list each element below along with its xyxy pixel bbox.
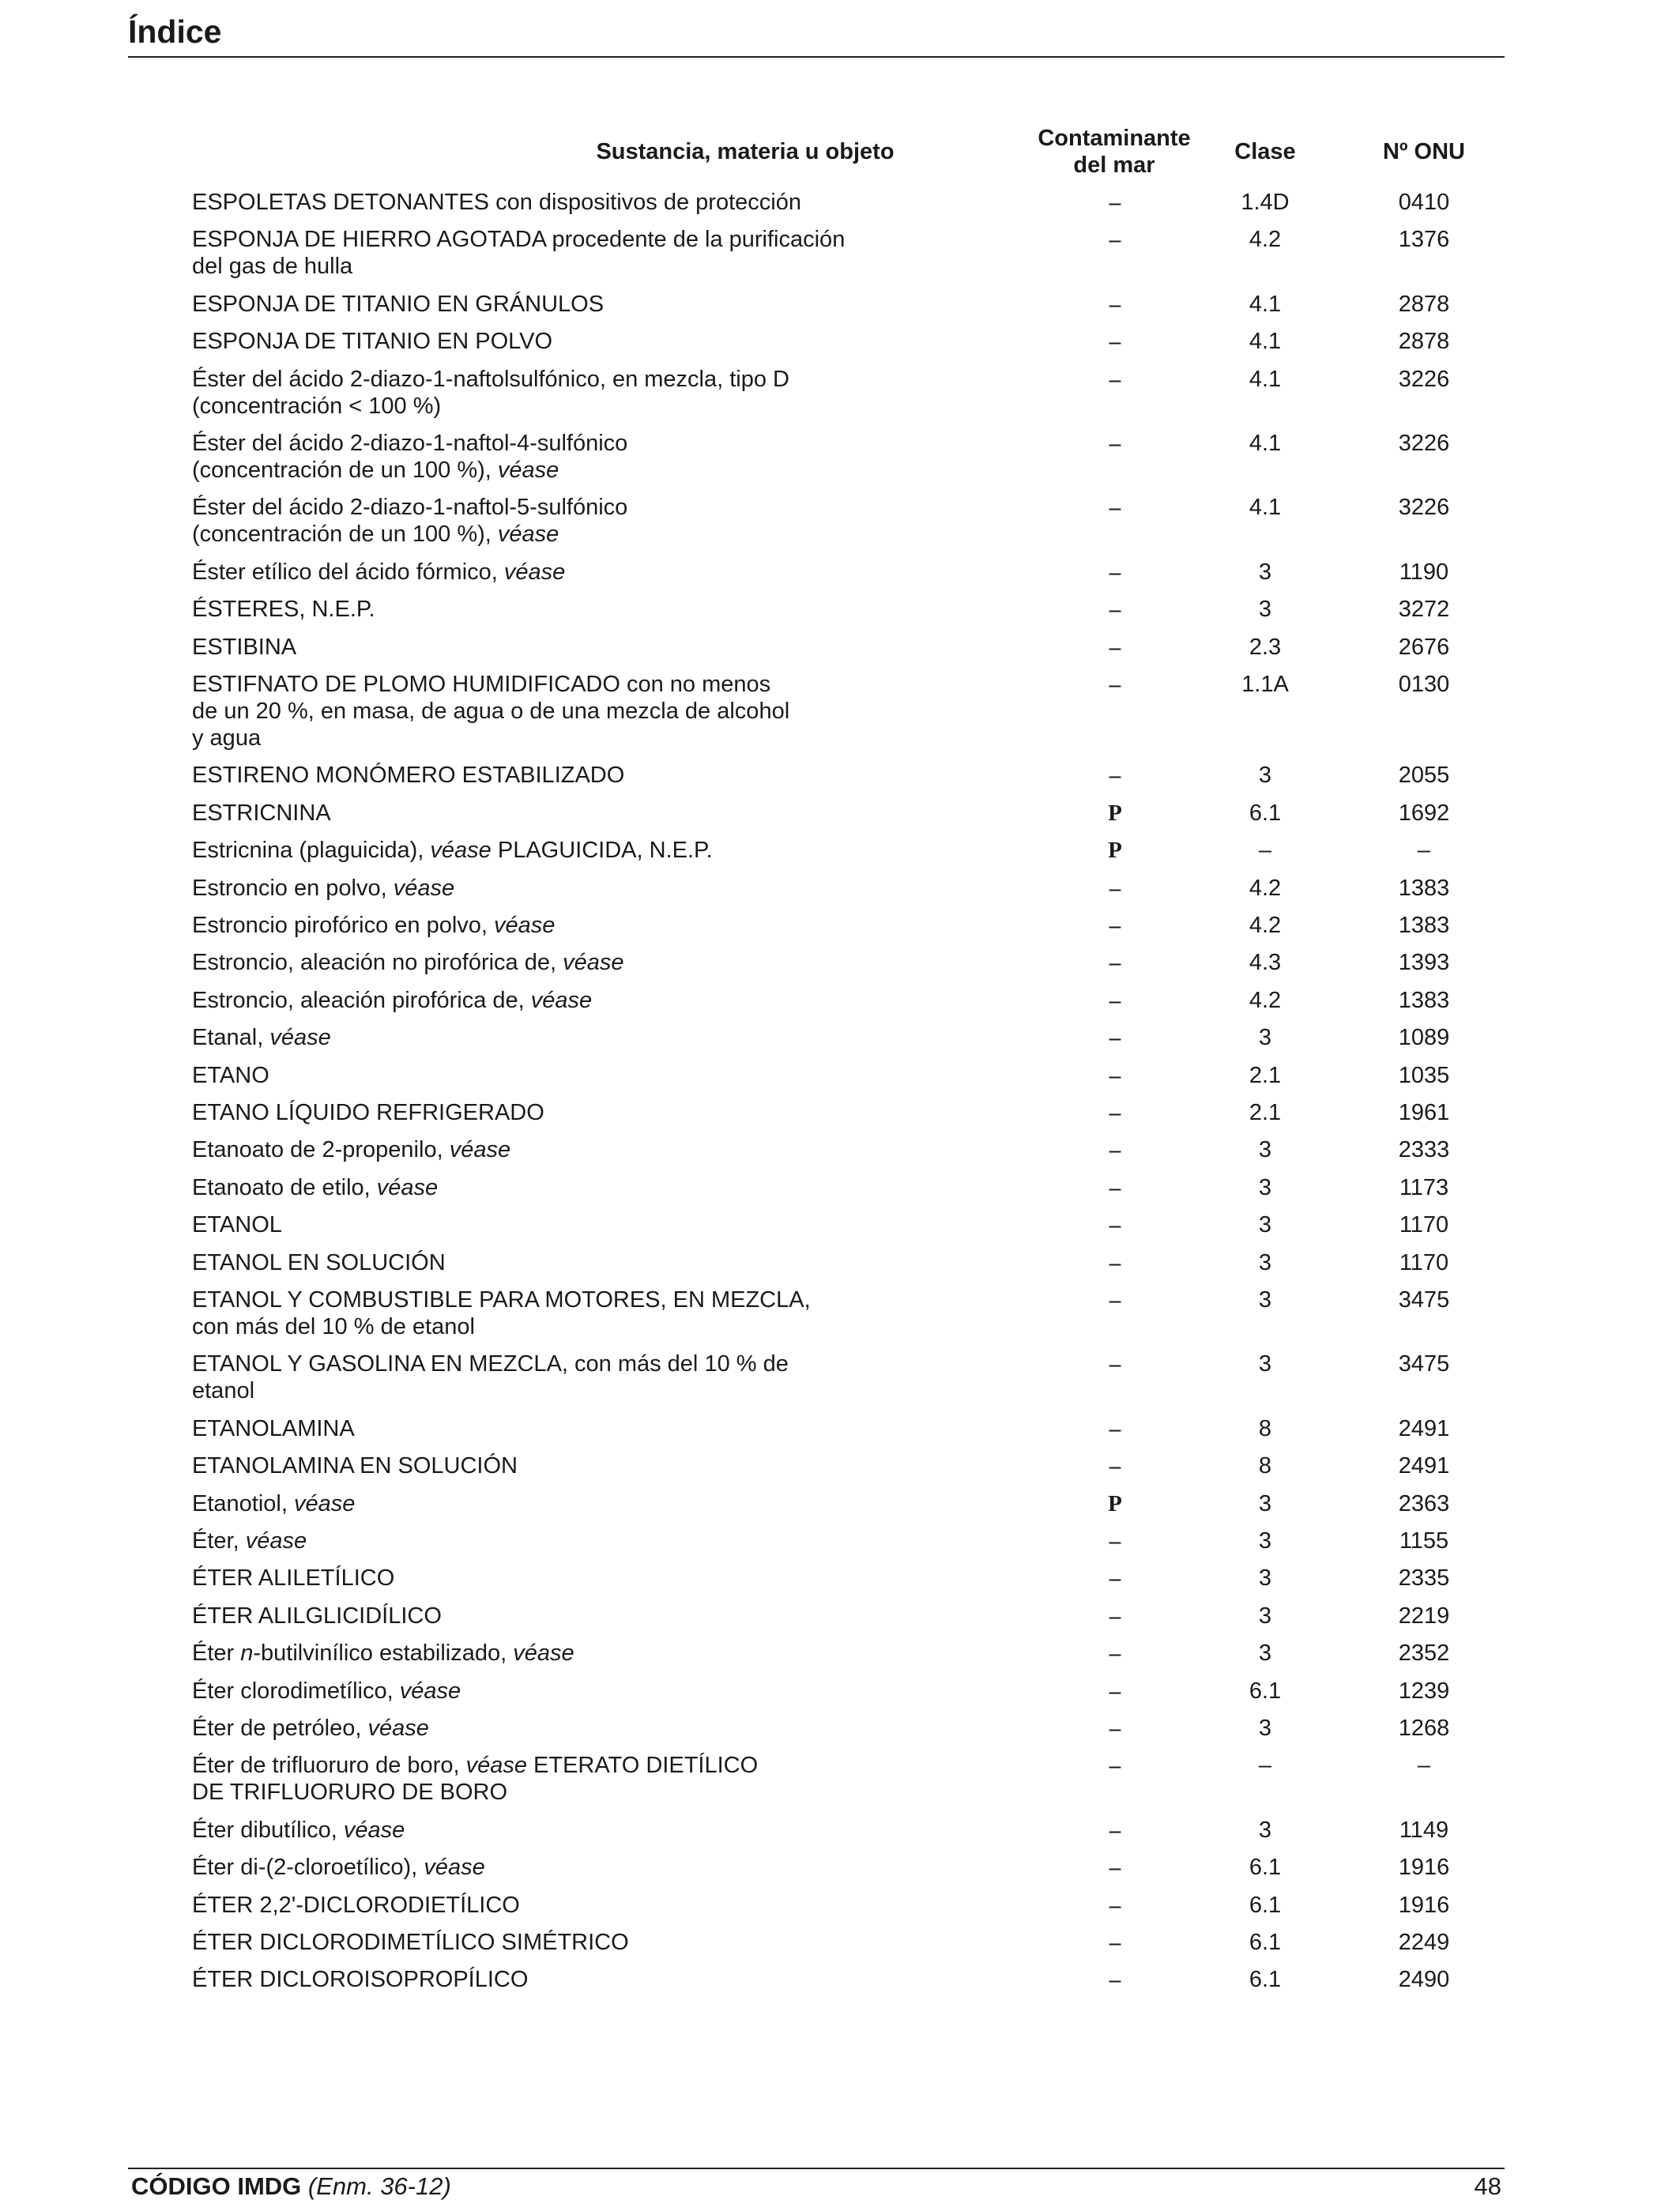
substance-cell <box>192 1351 887 1404</box>
text: ESTRICNINA <box>192 800 331 826</box>
text: Éter <box>192 1641 241 1667</box>
un-number-cell: 1155 <box>1399 1528 1449 1554</box>
un-number-cell: 1173 <box>1399 1174 1449 1200</box>
substance-cell <box>192 1752 887 1806</box>
column-header-un-number: Nº ONU <box>1382 139 1466 164</box>
marine-pollutant-cell: – <box>1109 1287 1121 1313</box>
un-number-cell: 3475 <box>1398 1287 1450 1313</box>
un-number-cell: 2878 <box>1398 291 1450 317</box>
un-number-cell: 1170 <box>1399 1249 1449 1275</box>
italic-text: véase <box>376 1174 439 1200</box>
class-cell: 2.1 <box>1249 1062 1282 1088</box>
marine-pollutant-cell: – <box>1109 1930 1121 1955</box>
text: Etanoato de etilo, <box>192 1174 377 1200</box>
class-cell: 2.1 <box>1249 1100 1282 1125</box>
class-cell: 8 <box>1258 1453 1272 1479</box>
footer-amendment: (Enm. 36-12) <box>307 2172 451 2200</box>
un-number-cell: 1268 <box>1398 1716 1450 1741</box>
text: ESTIRENO MONÓMERO ESTABILIZADO <box>192 763 625 789</box>
substance-cell <box>192 596 887 623</box>
substance-cell <box>192 1249 887 1276</box>
class-cell: 3 <box>1258 1716 1272 1741</box>
marine-pollutant-cell: – <box>1109 1100 1121 1125</box>
column-header-substance: Sustancia, materia u objeto <box>596 139 895 164</box>
marine-pollutant-cell: – <box>1109 431 1121 456</box>
text: Éster del ácido 2-diazo-1-naftol-4-sulfónico (concentración de un 100 %), <box>192 431 628 483</box>
text: Éter dibutílico, <box>192 1817 344 1843</box>
marine-pollutant-cell: – <box>1109 1212 1121 1238</box>
class-cell: 4.1 <box>1249 495 1282 521</box>
substance-cell <box>192 1678 887 1705</box>
text: PLAGUICIDA, N.E.P. <box>491 838 713 864</box>
un-number-cell: 1170 <box>1399 1212 1449 1238</box>
class-cell: 4.2 <box>1249 875 1282 901</box>
text: ETANOL Y GASOLINA EN MEZCLA, con más del 10 % de etanol <box>192 1351 789 1404</box>
class-cell: 3 <box>1258 1025 1272 1051</box>
italic-text: véase <box>465 1753 527 1779</box>
class-cell: 6.1 <box>1249 800 1282 826</box>
text: ETANOLAMINA <box>192 1415 355 1441</box>
substance-cell <box>192 1024 887 1051</box>
un-number-cell: 1916 <box>1398 1892 1450 1918</box>
text: Estroncio, aleación pirofórica de, <box>192 987 531 1013</box>
italic-text: véase <box>430 838 492 864</box>
class-cell: 4.3 <box>1249 950 1282 976</box>
un-number-cell: 2335 <box>1398 1565 1450 1592</box>
text: ESPOLETAS DETONANTES con dispositivos de protección <box>192 190 801 215</box>
un-number-cell: 1916 <box>1398 1855 1450 1881</box>
text: ESPONJA DE TITANIO EN POLVO <box>192 329 553 355</box>
un-number-cell: 1190 <box>1399 559 1449 585</box>
text: Éter, <box>192 1528 246 1554</box>
text: ETANOL EN SOLUCIÓN <box>192 1249 446 1275</box>
text: ÉSTERES, N.E.P. <box>192 597 375 623</box>
marine-pollutant-cell: – <box>1109 987 1121 1013</box>
un-number-cell: 2363 <box>1398 1490 1450 1516</box>
footer-code-name: CÓDIGO IMDG <box>131 2172 302 2200</box>
un-number-cell: 2333 <box>1398 1137 1450 1163</box>
marine-pollutant-cell: – <box>1109 1174 1121 1200</box>
un-number-cell: 3226 <box>1398 431 1450 456</box>
marine-pollutant-cell: – <box>1109 1855 1121 1881</box>
un-number-cell: 3226 <box>1398 366 1450 392</box>
class-cell: 4.1 <box>1249 431 1282 456</box>
marine-pollutant-cell: – <box>1109 597 1121 623</box>
substance-cell <box>192 1565 887 1592</box>
class-cell: 3 <box>1258 1603 1272 1629</box>
substance-cell <box>192 1929 887 1956</box>
marine-pollutant-cell: – <box>1109 1528 1121 1554</box>
un-number-cell: 1383 <box>1398 987 1450 1013</box>
italic-text: véase <box>497 458 559 483</box>
marine-pollutant-cell: – <box>1109 634 1121 660</box>
marine-pollutant-cell: – <box>1109 366 1121 392</box>
text: ÉTER 2,2'-DICLORODIETÍLICO <box>192 1892 520 1918</box>
text: ETANO <box>192 1062 269 1088</box>
class-cell: 4.2 <box>1249 913 1282 938</box>
substance-cell <box>192 1892 887 1919</box>
italic-text: n <box>240 1641 254 1667</box>
substance-cell <box>192 1854 887 1881</box>
substance-cell <box>192 1286 887 1340</box>
class-cell: 3 <box>1258 1528 1272 1554</box>
text: ÉTER DICLOROISOPROPÍLICO <box>192 1967 529 1993</box>
marine-pollutant-cell: – <box>1109 1453 1121 1479</box>
page-footer-rule <box>128 2168 1505 2169</box>
text: Éter de trifluoruro de boro, <box>192 1753 466 1779</box>
marine-pollutant-cell: – <box>1109 559 1121 585</box>
italic-text: véase <box>503 559 566 585</box>
substance-cell <box>192 430 887 484</box>
un-number-cell: 2878 <box>1398 329 1450 355</box>
class-cell: 3 <box>1258 1565 1272 1592</box>
italic-text: véase <box>513 1641 574 1667</box>
class-cell: 3 <box>1258 1641 1272 1667</box>
un-number-cell: 2490 <box>1398 1967 1450 1993</box>
text: ETANOL <box>192 1212 282 1238</box>
italic-text: véase <box>367 1716 429 1741</box>
marine-pollutant-cell: – <box>1109 763 1121 789</box>
text: Éter di-(2-cloroetílico), <box>192 1855 424 1881</box>
italic-text: véase <box>245 1528 307 1554</box>
marine-pollutant-cell: – <box>1109 1351 1121 1377</box>
marine-pollutant-cell: – <box>1109 329 1121 355</box>
un-number-cell: 1239 <box>1398 1678 1450 1704</box>
class-cell: 3 <box>1258 559 1272 585</box>
un-number-cell: 2676 <box>1398 634 1450 660</box>
marine-pollutant-cell: – <box>1109 875 1121 901</box>
italic-text: véase <box>563 950 624 976</box>
class-cell: 6.1 <box>1249 1967 1282 1993</box>
substance-cell <box>192 1715 887 1742</box>
substance-cell <box>192 837 887 864</box>
substance-cell <box>192 1211 887 1238</box>
class-cell: 1.4D <box>1241 190 1290 215</box>
text: Éter clorodimetílico, <box>192 1678 400 1704</box>
marine-pollutant-cell: – <box>1109 1415 1121 1441</box>
un-number-cell: 0130 <box>1398 672 1450 697</box>
class-cell: 1.1A <box>1241 672 1289 697</box>
un-number-cell: 2249 <box>1398 1930 1450 1955</box>
text: ESPONJA DE TITANIO EN GRÁNULOS <box>192 291 605 317</box>
marine-pollutant-cell: – <box>1109 1249 1121 1275</box>
un-number-cell: 1035 <box>1398 1062 1450 1088</box>
substance-cell <box>192 1099 887 1126</box>
substance-cell <box>192 949 887 976</box>
italic-text: véase <box>393 875 455 901</box>
text: ÉTER ALILETÍLICO <box>192 1565 395 1592</box>
class-cell: 3 <box>1258 1490 1272 1516</box>
italic-text: véase <box>497 522 559 548</box>
un-number-cell: 2491 <box>1398 1453 1450 1479</box>
class-cell: 4.2 <box>1249 987 1282 1013</box>
class-cell: 3 <box>1258 1351 1272 1377</box>
italic-text: véase <box>494 913 556 938</box>
substance-cell <box>192 1452 887 1479</box>
text: ETERATO DIETÍLICO DE TRIFLUORURO DE BORO <box>192 1753 759 1806</box>
text: Estroncio pirofórico en polvo, <box>192 913 495 938</box>
substance-cell <box>192 800 887 827</box>
substance-cell <box>192 1062 887 1089</box>
text: Estroncio, aleación no pirofórica de, <box>192 950 563 976</box>
class-cell: 6.1 <box>1249 1678 1282 1704</box>
substance-cell <box>192 671 887 752</box>
marine-pollutant-cell: – <box>1109 1641 1121 1667</box>
substance-cell <box>192 1966 887 1993</box>
text: Etanal, <box>192 1025 270 1051</box>
class-cell: 3 <box>1258 1817 1272 1843</box>
marine-pollutant-cell: – <box>1109 495 1121 521</box>
class-cell: 6.1 <box>1249 1930 1282 1955</box>
substance-cell <box>192 634 887 661</box>
un-number-cell: 1089 <box>1398 1025 1450 1051</box>
marine-pollutant-cell: – <box>1109 1817 1121 1843</box>
class-cell: 4.1 <box>1249 291 1282 317</box>
substance-cell <box>192 559 887 586</box>
class-cell: 2.3 <box>1249 634 1282 660</box>
substance-cell <box>192 1817 887 1844</box>
substance-cell <box>192 328 887 355</box>
text: ETANOLAMINA EN SOLUCIÓN <box>192 1453 518 1479</box>
italic-text: véase <box>449 1137 511 1163</box>
un-number-cell: 1149 <box>1399 1817 1449 1843</box>
italic-text: véase <box>293 1490 356 1516</box>
marine-pollutant-cell: – <box>1109 950 1121 976</box>
class-cell: 3 <box>1258 597 1272 623</box>
un-number-cell: 1383 <box>1398 913 1450 938</box>
marine-pollutant-cell: – <box>1109 1565 1121 1592</box>
class-cell: 8 <box>1258 1415 1272 1441</box>
substance-cell <box>192 189 887 216</box>
marine-pollutant-cell: – <box>1109 1892 1121 1918</box>
marine-pollutant-cell: – <box>1109 227 1121 253</box>
italic-text: véase <box>343 1817 405 1843</box>
un-number-cell: 1383 <box>1398 875 1450 901</box>
un-number-cell: 3475 <box>1398 1351 1450 1377</box>
text: ETANOL Y COMBUSTIBLE PARA MOTORES, EN MEZCLA, con más del 10 % de etanol <box>192 1287 811 1339</box>
marine-pollutant-cell: – <box>1109 1137 1121 1163</box>
class-cell: – <box>1258 1753 1272 1779</box>
marine-pollutant-cell: – <box>1109 1716 1121 1741</box>
un-number-cell: – <box>1417 1753 1431 1779</box>
marine-pollutant-cell: – <box>1109 1603 1121 1629</box>
text: ÉTER ALILGLICIDÍLICO <box>192 1603 442 1629</box>
italic-text: véase <box>399 1678 461 1704</box>
marine-pollutant-cell: P <box>1108 800 1122 826</box>
marine-pollutant-cell: – <box>1109 1753 1121 1779</box>
substance-cell <box>192 987 887 1014</box>
marine-pollutant-cell: – <box>1109 913 1121 938</box>
text: Éster del ácido 2-diazo-1-naftolsulfónico, en mezcla, tipo D (concentración < 100 %) <box>192 366 789 419</box>
text: -butilvinílico estabilizado, <box>253 1641 514 1667</box>
italic-text: véase <box>269 1025 331 1051</box>
class-cell: 3 <box>1258 1137 1272 1163</box>
un-number-cell: – <box>1417 838 1431 864</box>
substance-cell <box>192 1528 887 1554</box>
class-cell: 6.1 <box>1249 1892 1282 1918</box>
substance-cell <box>192 1174 887 1201</box>
un-number-cell: 1393 <box>1398 950 1450 976</box>
class-cell: 3 <box>1258 1287 1272 1313</box>
marine-pollutant-cell: – <box>1109 1062 1121 1088</box>
un-number-cell: 1692 <box>1398 800 1450 826</box>
marine-pollutant-cell: – <box>1109 672 1121 697</box>
class-cell: 4.2 <box>1249 227 1282 253</box>
class-cell: 3 <box>1258 1212 1272 1238</box>
footer-title <box>131 2173 451 2200</box>
italic-text: véase <box>424 1855 485 1881</box>
substance-cell <box>192 494 887 548</box>
un-number-cell: 3226 <box>1398 495 1450 521</box>
marine-pollutant-cell: – <box>1109 190 1121 215</box>
text: Etanotiol, <box>192 1490 294 1516</box>
text: ESTIBINA <box>192 634 297 660</box>
substance-cell <box>192 875 887 902</box>
un-number-cell: 2055 <box>1398 763 1450 789</box>
text: Estroncio en polvo, <box>192 875 394 901</box>
substance-cell <box>192 366 887 420</box>
text: Éster etílico del ácido fórmico, <box>192 559 504 585</box>
text: ETANO LÍQUIDO REFRIGERADO <box>192 1100 544 1125</box>
substance-cell <box>192 762 887 789</box>
class-cell: 3 <box>1258 1249 1272 1275</box>
substance-cell <box>192 1490 887 1517</box>
marine-pollutant-cell: – <box>1109 1967 1121 1993</box>
un-number-cell: 2219 <box>1398 1603 1450 1629</box>
text: Éster del ácido 2-diazo-1-naftol-5-sulfónico (concentración de un 100 %), <box>192 495 628 548</box>
page-title: Índice <box>128 13 222 50</box>
text: Etanoato de 2-propenilo, <box>192 1137 450 1163</box>
class-cell: – <box>1258 838 1272 864</box>
un-number-cell: 3272 <box>1398 597 1450 623</box>
text: Éter de petróleo, <box>192 1716 368 1741</box>
class-cell: 4.1 <box>1249 366 1282 392</box>
marine-pollutant-cell: P <box>1108 1490 1122 1516</box>
marine-pollutant-cell: P <box>1108 838 1122 864</box>
un-number-cell: 1961 <box>1398 1100 1450 1125</box>
substance-cell <box>192 1136 887 1163</box>
substance-cell <box>192 912 887 939</box>
marine-pollutant-cell: – <box>1109 291 1121 317</box>
substance-cell <box>192 1415 887 1442</box>
un-number-cell: 2491 <box>1398 1415 1450 1441</box>
un-number-cell: 1376 <box>1398 227 1450 253</box>
text: ESTIFNATO DE PLOMO HUMIDIFICADO con no menos de un 20 %, en masa, de agua o de una mezcla de alcohol y agua <box>192 672 790 751</box>
class-cell: 4.1 <box>1249 329 1282 355</box>
text: ÉTER DICLORODIMETÍLICO SIMÉTRICO <box>192 1930 629 1955</box>
page-number: 48 <box>1474 2172 1501 2200</box>
class-cell: 3 <box>1258 763 1272 789</box>
substance-cell <box>192 1603 887 1629</box>
un-number-cell: 0410 <box>1398 190 1450 215</box>
substance-cell <box>192 291 887 318</box>
substance-cell <box>192 1640 887 1667</box>
un-number-cell: 2352 <box>1398 1641 1450 1667</box>
marine-pollutant-cell: – <box>1109 1025 1121 1051</box>
substance-cell <box>192 226 887 280</box>
marine-pollutant-cell: – <box>1109 1678 1121 1704</box>
column-header-class: Clase <box>1234 139 1296 164</box>
italic-text: véase <box>530 987 593 1013</box>
column-header-marine-pollutant: Contaminante del mar <box>1038 126 1191 178</box>
class-cell: 3 <box>1258 1174 1272 1200</box>
text: ESPONJA DE HIERRO AGOTADA procedente de la purificación del gas de hulla <box>192 227 846 280</box>
class-cell: 6.1 <box>1249 1855 1282 1881</box>
text: Estricnina (plaguicida), <box>192 838 431 864</box>
